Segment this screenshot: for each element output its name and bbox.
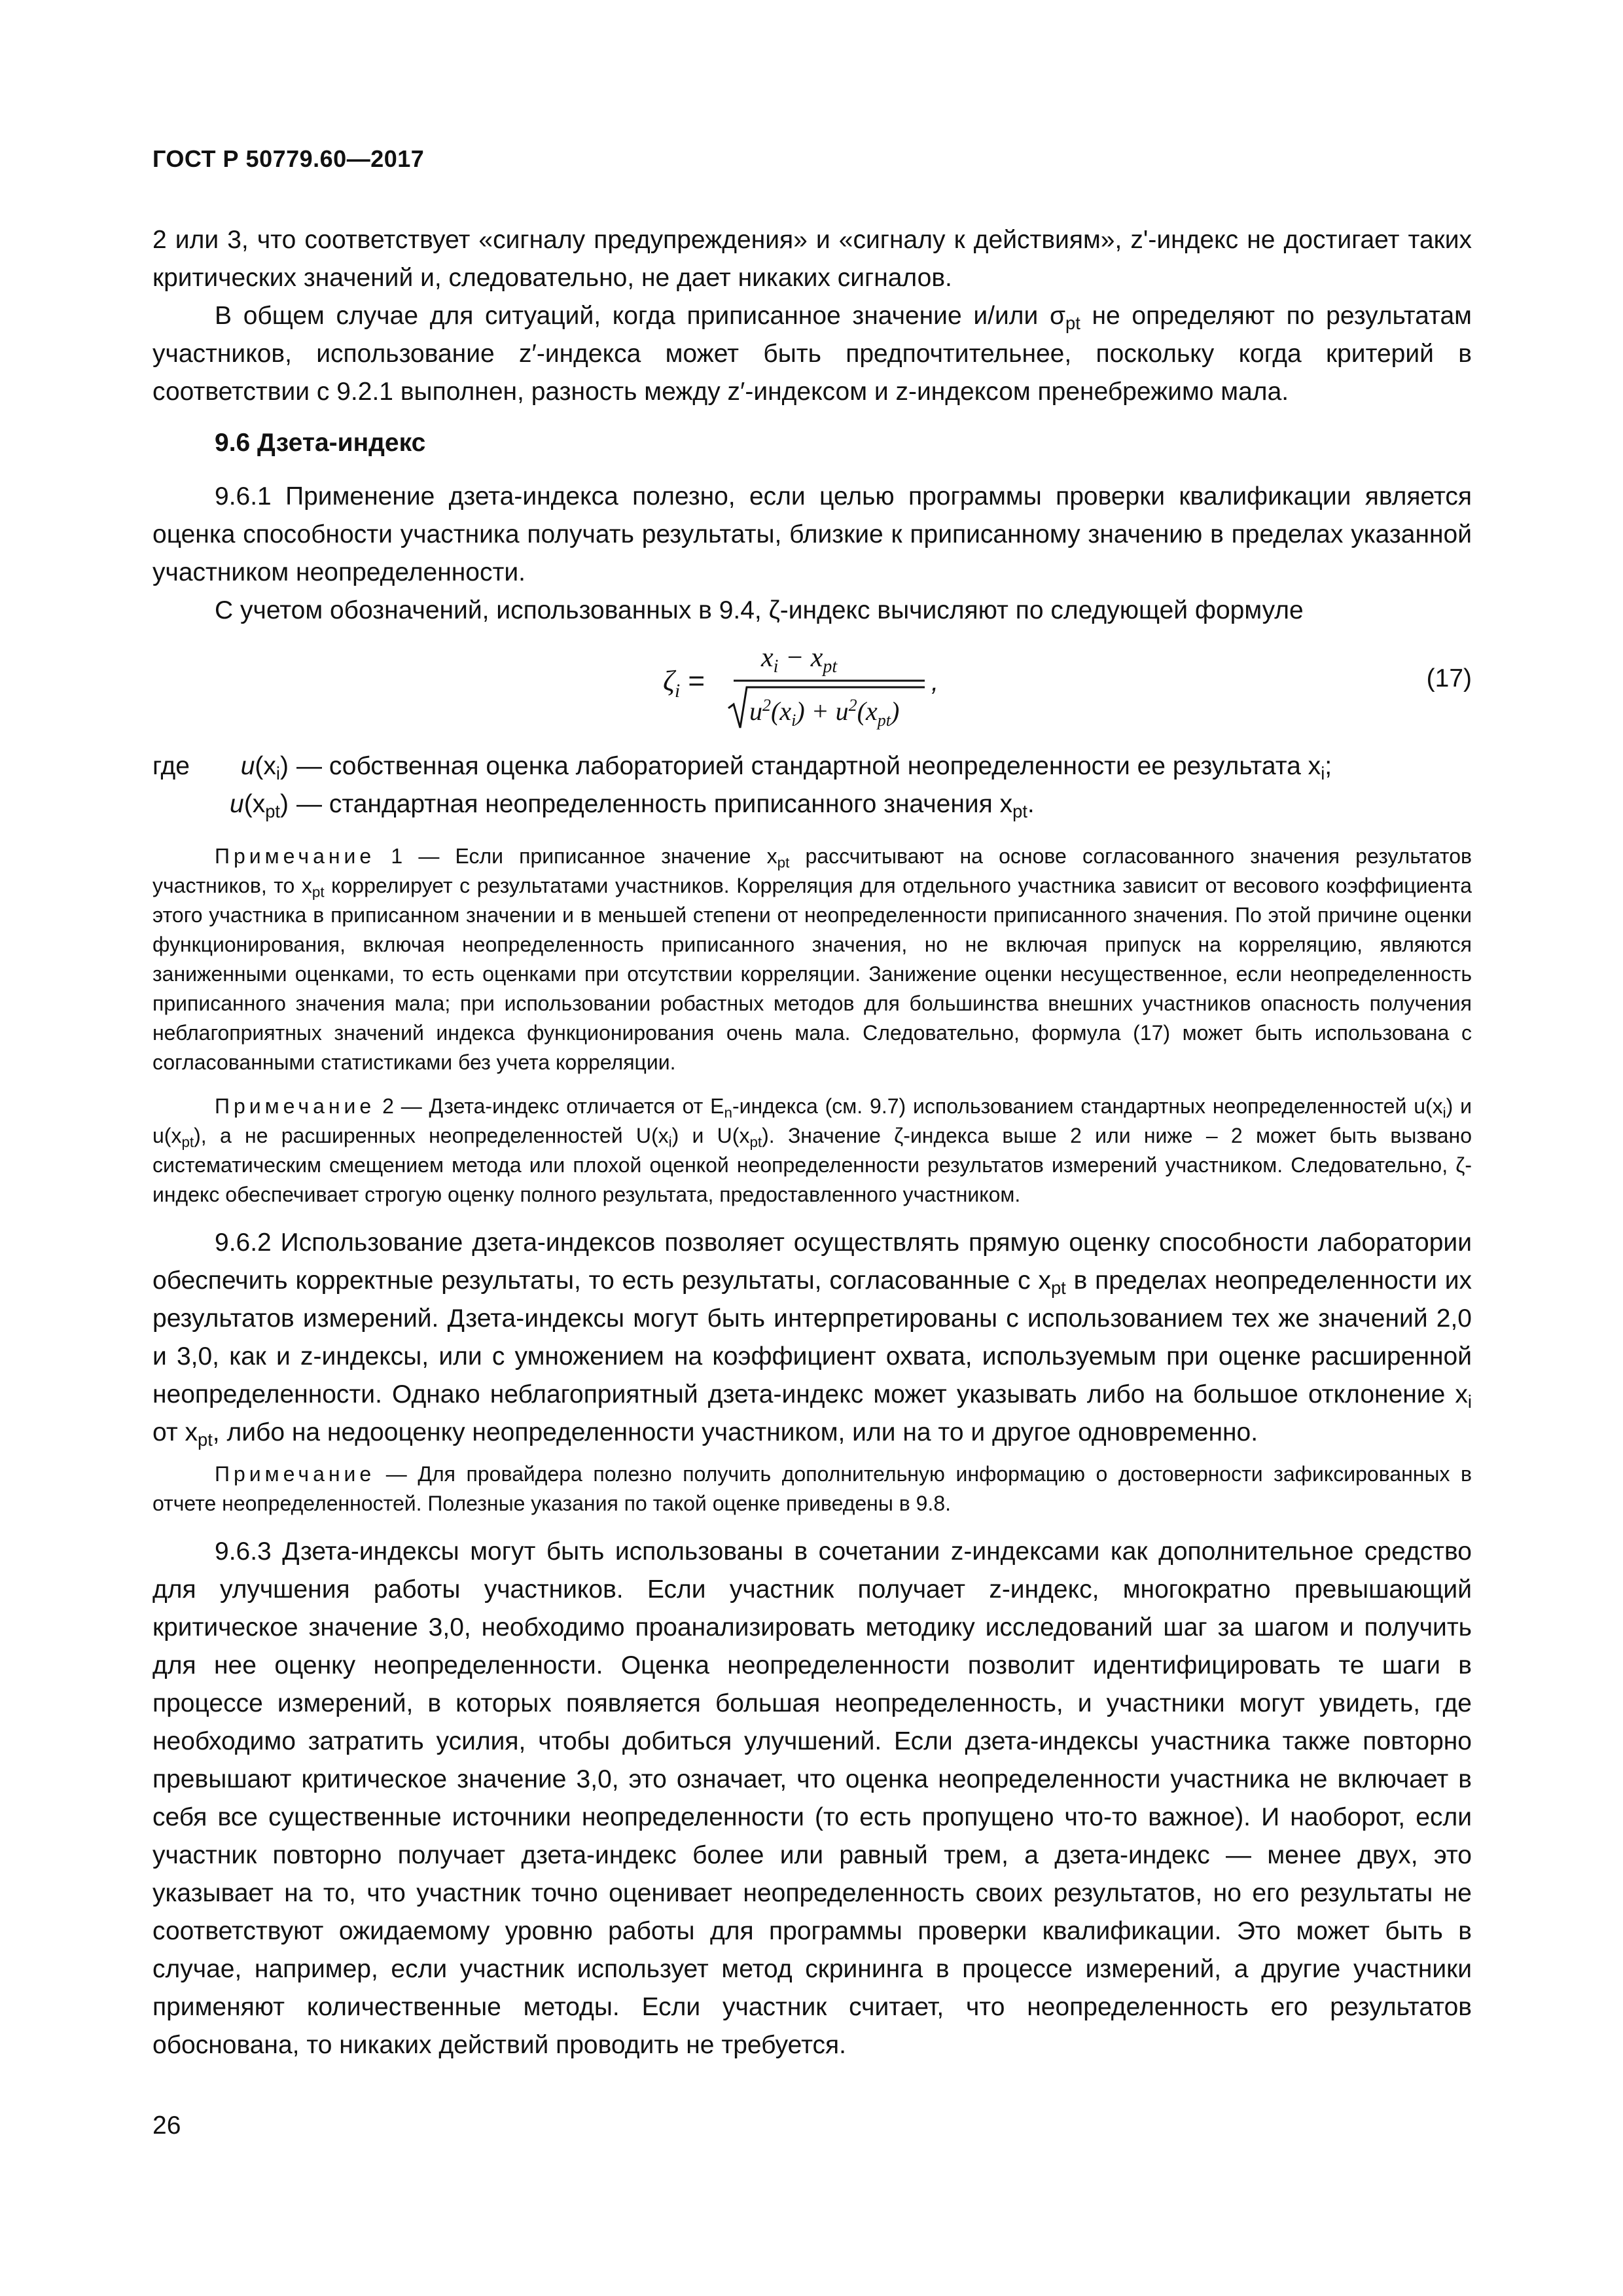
page-number: 26 — [152, 2111, 181, 2140]
zeta-formula — [663, 635, 1082, 740]
definition-row: где $u(x_i)$ — собственная оценка лабораторией стандартной неопределенности ее результата $x_i$; — [152, 747, 1472, 785]
document-header: ГОСТ Р 50779.60—2017 — [152, 145, 425, 172]
note-2: Примечание 2 — Дзета-индекс отличается от $E_n$-индекса (см. 9.7) использованием стандартных неопределенностей $u(x_i)$ и $u(x_{pt})$, а не расширенных неопределенностей $U(x_i)$ и $U(x_{pt})$. Значение ζ-индекса выше 2 или ниже – 2 может быть вызвано систематическим смещением метода или плохой оценкой неопределенности результатов измерений участником. Следовательно, ζ-индекс обеспечивает строгую оценку полного результата, предоставленного участником. — [152, 1094, 1472, 1206]
formula-denominator: $u^2(x_i) + u^2(x_{pt})$ — [749, 696, 900, 730]
document-body — [152, 221, 1472, 2064]
note-1: Примечание 1 — Если приписанное значение $x_{pt}$ рассчитывают на основе согласованного значения результатов участников, то $x_{pt}$ коррелирует с результатами участников. Корреляция для отдельного участника зависит от весового коэффициента этого участника в приписанном значении и в меньшей степени от неопределенности приписанного значения. По этой причине оценки функционирования, включая неопределенность приписанного значения, но не включая припуск на корреляцию, являются заниженными оценками, то есть оценками при отсутствии корреляции. Занижение оценки несущественное, если неопределенность приписанного значения мала; при использовании робастных методов для большинства внешних участников опасность получения неблагоприятных значений индекса функционирования очень мала. Следовательно, формула (17) может быть использована с согласованными статистиками без учета корреляции. — [152, 844, 1472, 1074]
paragraph-9-6-1: 9.6.1 Применение дзета-индекса полезно, если целью программы проверки квалификации является оценка способности участника получать результаты, близкие к приписанному значению в пределах указанной участником неопределенности. — [152, 482, 1472, 586]
formula-number: (17) — [1426, 664, 1472, 692]
paragraph-9-6-2: 9.6.2 Использование дзета-индексов позволяет осуществлять прямую оценку способности лаборатории обеспечить корректные результаты, то есть результаты, согласованные с $x_{pt}$ в пределах неопределенности их результатов измерений. Дзета-индексы могут быть интерпретированы с использованием тех же значений 2,0 и 3,0, как и z-индексы, или с умножением на коэффициент охвата, используемым при оценке расширенной неопределенности. Однако неблагоприятный дзета-индекс может указывать либо на большое отклонение $x_i$ от $x_{pt}$, либо на недооценку неопределенности участником, или на то и другое одновременно. — [152, 1229, 1472, 1450]
formula-numerator: $x_i - x_{pt}$ — [761, 643, 838, 677]
definition-row: $u(x_{pt})$ — стандартная неопределенность приписанного значения $x_{pt}$. — [230, 790, 1035, 822]
svg-text:,: , — [931, 668, 939, 696]
definitions — [152, 747, 1472, 823]
paragraph-continuation: 2 или 3, что соответствует «сигналу предупреждения» и «сигналу к действиям», z'-индекс не достигает таких критических значений и, следовательно, не дает никаких сигналов. — [152, 226, 1472, 292]
note-3: Примечание — Для провайдера полезно получить дополнительную информацию о достоверности зафиксированных в отчете неопределенностей. Полезные указания по такой оценке приведены в 9.8. — [152, 1462, 1472, 1515]
formula-17 — [152, 635, 1472, 740]
section-title: 9.6 Дзета-индекс — [215, 429, 426, 457]
paragraph-9-6-3: 9.6.3 Дзета-индексы могут быть использованы в сочетании z-индексами как дополнительное средство для улучшения работы участников. Если участник получает z-индекс, многократно превышающий критическое значение 3,0, необходимо проанализировать методику исследований шаг за шагом и получить для нее оценку неопределенности. Оценка неопределенности позволит идентифицировать те шаги в процессе измерений, в которых появляется большая неопределенность, и участники могут увидеть, где необходимо затратить усилия, чтобы добиться улучшений. Если дзета-индексы участника также повторно превышают критическое значение 3,0, это означает, что оценка неопределенности участника не включает в себя все существенные источники неопределенности (то есть пропущено что-то важное). И наоборот, если участник повторно получает дзета-индекс более или равный трем, а дзета-индекс — менее двух, это указывает на то, что участник точно оценивает неопределенность своих результатов, но его результаты не соответствуют ожидаемому уровню работы для программы проверки квалификации. Это может быть в случае, например, если участник использует метод скрининга в процессе измерений, а другие участники применяют количественные методы. Если участник считает, что неопределенность его результатов обоснована, то никаких действий проводить не требуется. — [152, 1537, 1472, 2059]
formula-lhs: $\zeta_i$ = — [663, 665, 705, 702]
paragraph-general-case: В общем случае для ситуаций, когда приписанное значение и/или $\sigma_{pt}$ не определяют по результатам участников, использование z′-индекса может быть предпочтительнее, поскольку когда критерий в соответствии с 9.2.1 выполнен, разность между z′-индексом и z-индексом пренебрежимо мала. — [152, 302, 1472, 406]
where-label: где — [152, 752, 190, 780]
paragraph-formula-intro: С учетом обозначений, использованных в 9.4, ζ-индекс вычисляют по следующей формуле — [215, 596, 1304, 624]
